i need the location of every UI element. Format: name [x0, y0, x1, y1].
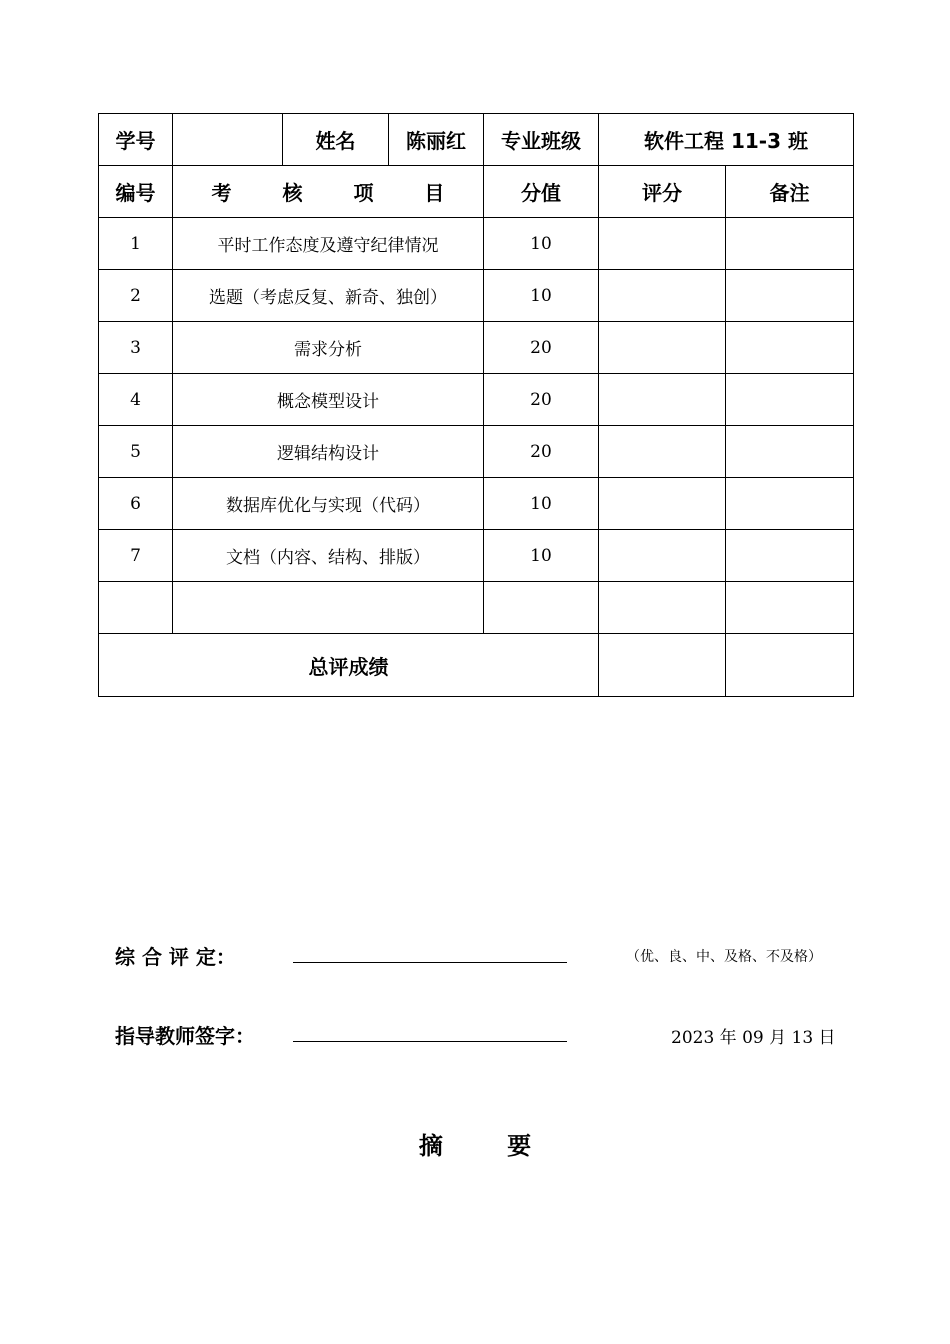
row-item: 选题（考虑反复、新奇、独创） [173, 270, 484, 322]
column-item: 考 核 项 目 [173, 166, 484, 218]
row-score-cell[interactable] [599, 218, 726, 270]
row-score-cell[interactable] [599, 478, 726, 530]
row-number: 6 [99, 478, 173, 530]
row-number: 4 [99, 374, 173, 426]
column-number: 编号 [99, 166, 173, 218]
row-remark-cell[interactable] [726, 426, 854, 478]
row-item: 需求分析 [173, 322, 484, 374]
total-score-cell[interactable] [599, 634, 726, 697]
row-remark-cell[interactable] [726, 582, 854, 634]
row-remark-cell[interactable] [726, 322, 854, 374]
column-full-score: 分值 [484, 166, 599, 218]
total-label: 总评成绩 [99, 634, 599, 697]
row-item: 概念模型设计 [173, 374, 484, 426]
row-remark-cell[interactable] [726, 270, 854, 322]
major-class-label: 专业班级 [484, 114, 599, 166]
total-row [99, 634, 854, 697]
row-number: 7 [99, 530, 173, 582]
table-row [99, 530, 854, 582]
row-number: 3 [99, 322, 173, 374]
table-row [99, 218, 854, 270]
row-score-cell[interactable] [599, 270, 726, 322]
row-number: 5 [99, 426, 173, 478]
row-remark-cell[interactable] [726, 530, 854, 582]
row-score-cell[interactable] [599, 530, 726, 582]
name-value: 陈丽红 [389, 114, 484, 166]
row-full-score: 10 [484, 270, 599, 322]
info-row [99, 114, 854, 166]
table-row [99, 374, 854, 426]
row-item: 平时工作态度及遵守纪律情况 [173, 218, 484, 270]
row-full-score: 20 [484, 374, 599, 426]
row-item: 数据库优化与实现（代码） [173, 478, 484, 530]
row-number [99, 582, 173, 634]
row-full-score: 10 [484, 218, 599, 270]
row-item [173, 582, 484, 634]
column-score: 评分 [599, 166, 726, 218]
signature-blank-line[interactable] [293, 1041, 567, 1042]
row-remark-cell[interactable] [726, 218, 854, 270]
row-full-score: 20 [484, 322, 599, 374]
signature-date: 2023 年 09 月 13 日 [671, 1028, 836, 1048]
name-label: 姓名 [283, 114, 389, 166]
table-row [99, 478, 854, 530]
column-header-row [99, 166, 854, 218]
row-full-score: 10 [484, 478, 599, 530]
row-score-cell[interactable] [599, 582, 726, 634]
student-id-value[interactable] [173, 114, 283, 166]
row-item: 文档（内容、结构、排版） [173, 530, 484, 582]
row-score-cell[interactable] [599, 374, 726, 426]
row-item: 逻辑结构设计 [173, 426, 484, 478]
column-remark: 备注 [726, 166, 854, 218]
row-remark-cell[interactable] [726, 478, 854, 530]
major-class-value: 软件工程 11-3 班 [599, 114, 854, 166]
evaluation-blank-line[interactable] [293, 962, 567, 963]
row-score-cell[interactable] [599, 322, 726, 374]
row-full-score [484, 582, 599, 634]
row-number: 1 [99, 218, 173, 270]
abstract-title: 摘 要 [418, 1132, 560, 1160]
table-row-empty [99, 582, 854, 634]
student-id-label: 学号 [99, 114, 173, 166]
grade-table [98, 113, 854, 697]
evaluation-label: 综 合 评 定： [115, 945, 236, 969]
signature-label: 指导教师签字： [115, 1024, 255, 1048]
table-row [99, 426, 854, 478]
row-full-score: 20 [484, 426, 599, 478]
row-remark-cell[interactable] [726, 374, 854, 426]
row-score-cell[interactable] [599, 426, 726, 478]
table-row [99, 322, 854, 374]
table-row [99, 270, 854, 322]
row-full-score: 10 [484, 530, 599, 582]
row-number: 2 [99, 270, 173, 322]
total-remark-cell[interactable] [726, 634, 854, 697]
evaluation-options-note: （优、良、中、及格、不及格） [626, 949, 822, 965]
